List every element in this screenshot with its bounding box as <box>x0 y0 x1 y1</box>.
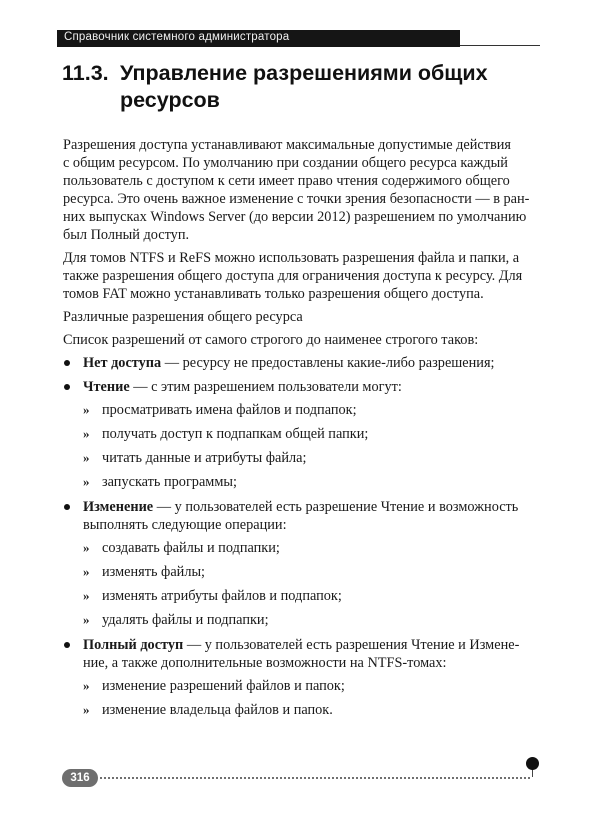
section-number: 11.3. <box>62 61 109 85</box>
paragraph-line: ресурса. Это очень важное изменение с точки зрения безопасности — в ран- <box>63 191 530 207</box>
bullet-dot <box>64 384 70 390</box>
permission-description-cont: ние, а также дополнительные возможности на NTFS-томах: <box>83 655 447 671</box>
bullet-dot <box>64 504 70 510</box>
paragraph-line: с общим ресурсом. По умолчанию при создании общего ресурса каждый <box>63 155 508 171</box>
sub-marker: » <box>83 588 90 603</box>
permission-description: — с этим разрешением пользователи могут: <box>129 379 402 395</box>
sub-list-item: » создавать файлы и подпапки; <box>83 540 280 556</box>
sub-list-item: » изменять атрибуты файлов и подпапок; <box>83 588 342 604</box>
permission-term: Чтение <box>83 379 130 395</box>
paragraph-line: также разрешения общего доступа для ограничения доступа к ресурсу. Для <box>63 268 523 284</box>
sub-marker: » <box>83 564 90 579</box>
sub-list-item: » получать доступ к подпапкам общей папки; <box>83 426 369 442</box>
section-title-line-1: Управление разрешениями общих <box>120 61 488 85</box>
permission-description-cont: выполнять следующие операции: <box>83 517 287 533</box>
permission-term: Изменение <box>83 499 154 515</box>
sub-list-item: » удалять файлы и подпапки; <box>83 612 269 628</box>
permission-description: — у пользователей есть разрешения Чтение и Измене- <box>183 637 520 653</box>
page-number: 316 <box>62 769 98 787</box>
running-header-title: Справочник системного администратора <box>64 31 290 43</box>
paragraph-line: Разрешения доступа устанавливают максимальные допустимые действия <box>63 137 511 153</box>
section-title-line-2: ресурсов <box>120 88 220 112</box>
sub-marker: » <box>83 450 90 465</box>
footer-dotted-rule <box>100 777 530 779</box>
paragraph-line: был Полный доступ. <box>63 227 190 243</box>
subheading-permissions: Различные разрешения общего ресурса <box>63 309 303 325</box>
sub-marker: » <box>83 702 90 717</box>
permission-description: — ресурсу не предоставлены какие-либо разрешения; <box>161 355 495 371</box>
bullet-dot <box>64 360 70 366</box>
permission-read <box>83 378 402 396</box>
paragraph-line: томов FAT можно устанавливать только разрешения общего доступа. <box>63 286 484 302</box>
sub-list-item: » запускать программы; <box>83 474 237 490</box>
sub-list-item: » просматривать имена файлов и подпапок; <box>83 402 357 418</box>
paragraph-line: Для томов NTFS и ReFS можно использовать разрешения файла и папки, а <box>63 250 520 266</box>
sub-marker: » <box>83 678 90 693</box>
permission-change <box>83 498 518 516</box>
sub-list-item: » читать данные и атрибуты файла; <box>83 450 307 466</box>
bullet-dot <box>64 642 70 648</box>
sub-marker: » <box>83 474 90 489</box>
sub-list-item: » изменение владельца файлов и папок. <box>83 702 333 718</box>
permission-description: — у пользователей есть разрешение Чтение и возможность <box>153 499 519 515</box>
section-heading <box>62 60 542 114</box>
sub-list-item: » изменение разрешений файлов и папок; <box>83 678 345 694</box>
sub-marker: » <box>83 426 90 441</box>
sub-marker: » <box>83 402 90 417</box>
paragraph-list-intro: Список разрешений от самого строгого до наименее строгого таков: <box>63 332 479 348</box>
paragraph-line: них выпусках Windows Server (до версии 2012) разрешением по умолчанию <box>63 209 527 225</box>
permission-no-access <box>83 354 495 372</box>
paragraph-line: пользователь с доступом к сети имеет право чтения содержимого общего <box>63 173 510 189</box>
permission-term: Полный доступ <box>83 637 184 653</box>
permission-full-access <box>83 636 519 654</box>
sub-marker: » <box>83 612 90 627</box>
footer-ornament-dot <box>526 757 539 770</box>
sub-list-item: » изменять файлы; <box>83 564 206 580</box>
header-rule <box>460 45 540 46</box>
permission-term: Нет доступа <box>83 355 162 371</box>
sub-marker: » <box>83 540 90 555</box>
